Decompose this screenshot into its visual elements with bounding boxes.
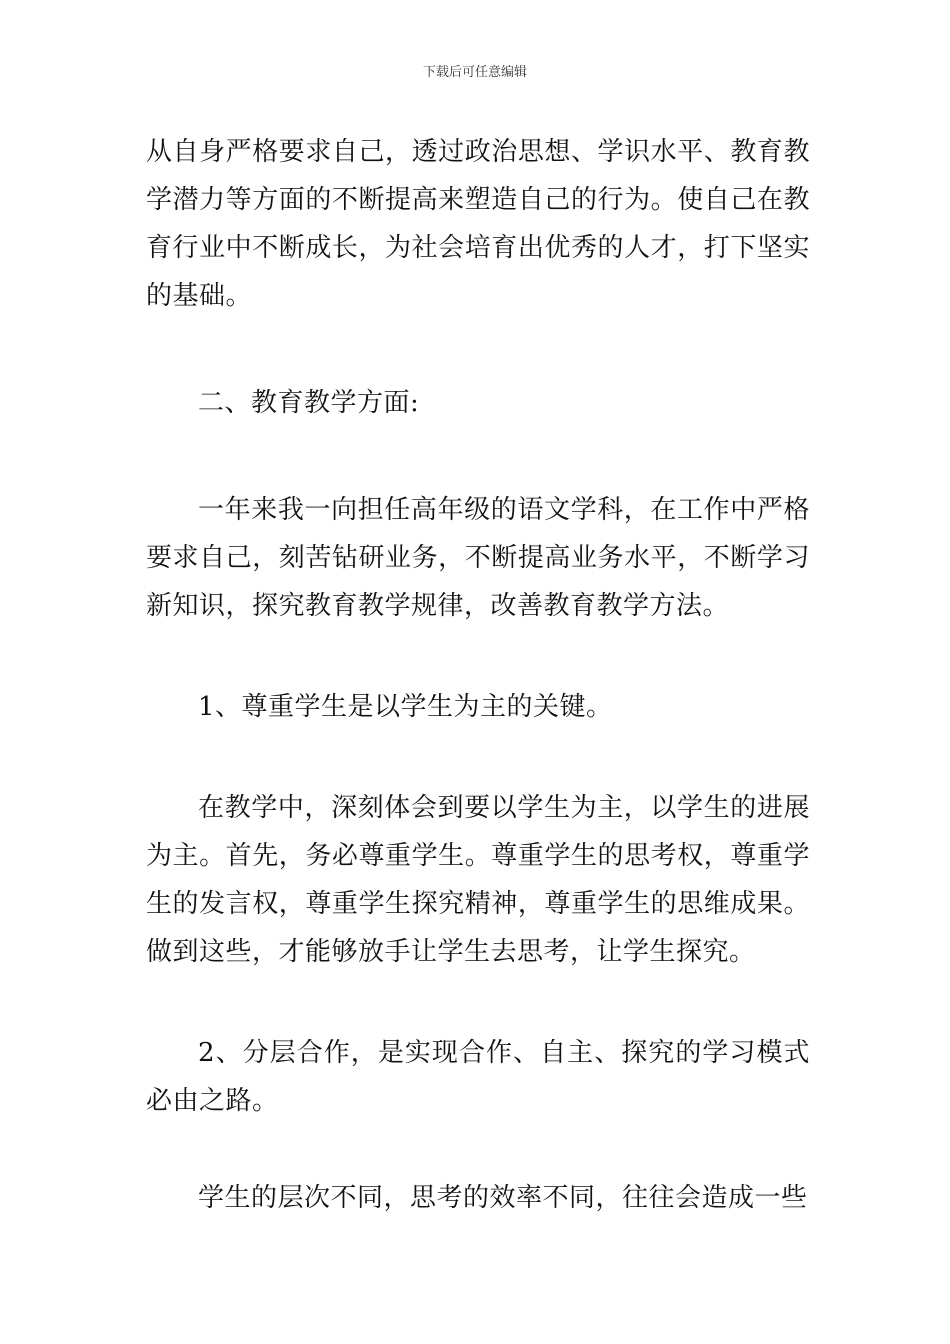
section-heading-teaching: 二、教育教学方面: (198, 388, 420, 418)
paragraph-layered-cooperation: 学生的层次不同，思考的效率不同，往往会造成一些 (198, 1183, 808, 1213)
paragraph-intro-continuation: 从自身严格要求自己，透过政治思想、学识水平、教育教学潜力等方面的不断提高来塑造自己的行为。使自己在教育行业中不断成长，为社会培育出优秀的人才，打下坚实的基础。 (146, 137, 810, 311)
paragraph-respect-students: 在教学中，深刻体会到要以学生为主，以学生的进展为主。首先，务必尊重学生。尊重学生的思考权，尊重学生的发言权，尊重学生探究精神，尊重学生的思维成果。做到这些，才能够放手让学生去思考，让学生探究。 (146, 793, 810, 967)
document-body (146, 128, 810, 1222)
page-header: 下载后可任意编辑 (422, 65, 527, 80)
point-heading-layered-cooperation: 2、分层合作，是实现合作、自主、探究的学习模式必由之路。 (146, 1038, 810, 1116)
paragraph-teaching-overview: 一年来我一向担任高年级的语文学科，在工作中严格要求自己，刻苦钻研业务，不断提高业务水平，不断学习新知识，探究教育教学规律，改善教育教学方法。 (146, 495, 810, 621)
point-heading-respect-students: 1、尊重学生是以学生为主的关键。 (198, 692, 613, 722)
